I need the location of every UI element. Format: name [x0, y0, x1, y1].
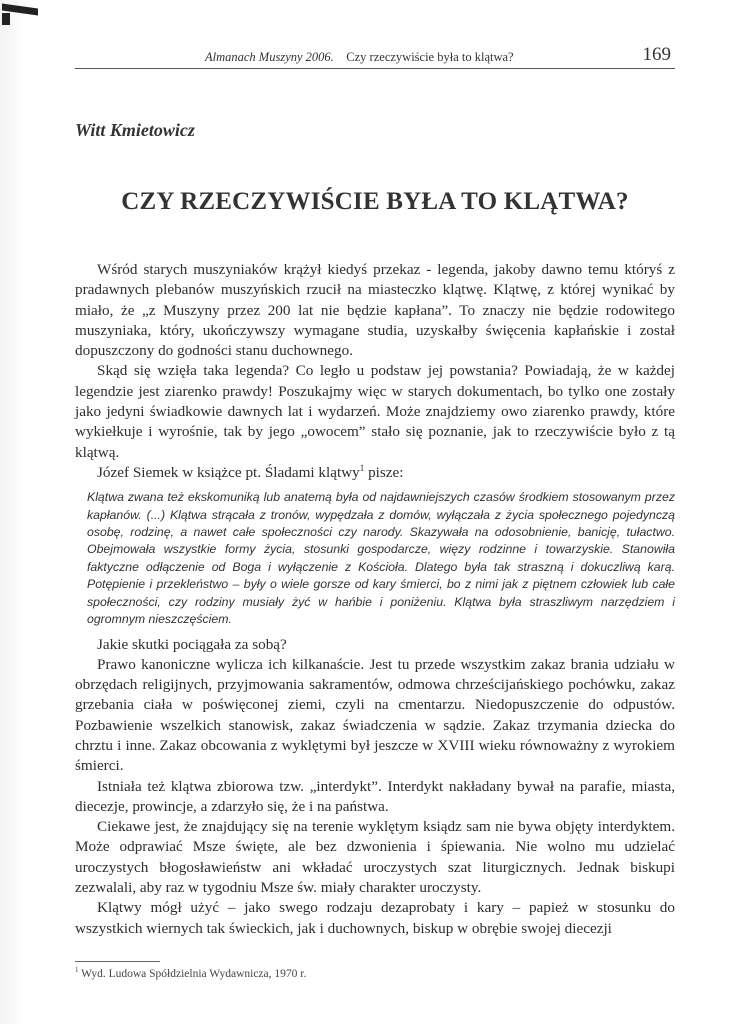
paragraph-text: pisze:	[364, 463, 404, 481]
page-number: 169	[642, 44, 671, 65]
scan-page-edge	[0, 0, 26, 1024]
article-body	[75, 260, 675, 939]
footnote-marker: 1	[75, 966, 79, 974]
paragraph: Skąd się wzięła taka legenda? Co legło u podstaw jej powstania? Powiadają, że w każdej legendzie jest ziarenko prawdy! Poszukajmy więc w starych dokumentach, bo tylko one zostały jako jedyni świadkowie dawnych lat i wydarzeń. Może znajdziemy owo ziarenko prawdy, które wykiełkuje i wyrośnie, tak by jego „owocem” stało się poznanie, jak to rzeczywiście było z tą klątwą.	[75, 362, 675, 461]
block-quote: Klątwa zwana też ekskomuniką lub anatemą była od najdawniejszych czasów środkiem stosowanym przez kapłanów. (...) Klątwa strącała z tronów, wypędzała z domów, wyłączała z życia społecznego pojedynczą osobę, rodzinę, a nawet całe społeczności czy narody. Skazywała na odosobnienie, banicję, tułactwo. Obejmowała wszystkie formy życia, stosunki gospodarcze, więzy rodzinne i towarzyskie. Stanowiła faktyczne odłączenie od Boga i wyłączenie z Kościoła. Dlatego była tak straszną i dokuczliwą karą. Potępienie i przekleństwo – były o wiele gorsze od kary śmierci, bo z nimi jak z piętnem człowiek lub całe społeczności, czy rodziny musiały żyć w hańbie i poniżeniu. Klątwa była straszliwym narzędziem i ogromnym nieszczęściem.	[87, 490, 675, 627]
running-title: Czy rzeczywiście była to klątwa?	[346, 50, 514, 64]
scan-corner-mark-tail	[2, 13, 10, 25]
running-header	[75, 44, 675, 69]
footnote-text: Wyd. Ludowa Spółdzielnia Wydawnicza, 1970 r.	[78, 967, 307, 980]
paragraph: Klątwy mógł użyć – jako swego rodzaju dezaprobaty i kary – papież w stosunku do wszystkich wiernych tak świeckich, jak i duchownych, biskup w obrębie swojej diecezji	[75, 899, 675, 937]
paragraph-text: Józef Siemek w książce pt. Śladami klątwy	[97, 463, 360, 481]
article-title: CZY RZECZYWIŚCIE BYŁA TO KLĄTWA?	[121, 188, 629, 215]
journal-name: Almanach Muszyny 2006.	[205, 50, 334, 64]
footnote-divider	[75, 961, 160, 962]
footnote	[75, 966, 306, 980]
running-head-text	[205, 50, 514, 65]
footnote-reference: 1	[359, 462, 365, 473]
paragraph: Istniała też klątwa zbiorowa tzw. „interdykt”. Interdykt nakładany bywał na parafie, miasta, diecezje, prowincje, a zdarzyło się, że i na państwa.	[75, 777, 675, 815]
paragraph: Prawo kanoniczne wylicza ich kilkanaście. Jest tu przede wszystkim zakaz brania udziału w obrzędach religijnych, przyjmowania sakramentów, odmowa chrześcijańskiego pochówku, zakaz grzebania ciała w poświęconej ziemi, czyli na cmentarzu. Niedopuszczenie do odpustów. Pozbawienie wszelkich stanowisk, zakaz świadczenia w sądzie. Zakaz trzymania dziecka do chrztu i inne. Zakaz obcowania z wyklętymi był jeszcze w XVIII wieku równoważny z wyrokiem śmierci.	[75, 655, 675, 775]
paragraph: Wśród starych muszyniaków krążył kiedyś przekaz - legenda, jakoby dawno temu któryś z pradawnych plebanów muszyńskich rzucił na miasteczko klątwę. Klątwę, z której wynikać by miało, że „z Muszyny przez 200 lat nie będzie kapłana”. To znaczy nie będzie rodowitego muszyniaka, który, ukończywszy wymagane studia, uzyskałby święcenia kapłańskie i został dopuszczony do godności stanu duchownego.	[75, 261, 675, 360]
article-author: Witt Kmietowicz	[75, 120, 195, 140]
paragraph-with-footnote	[75, 463, 675, 483]
paragraph: Ciekawe jest, że znajdujący się na terenie wyklętym ksiądz sam nie bywa objęty interdyktem. Może odprawiać Msze święte, ale bez dzwonienia i śpiewania. Nie wolno mu udzielać uroczystych błogosławieństw ani wkładać uroczystych szat liturgicznych. Jednak biskupi zezwalali, aby raz w tygodniu Msze św. miały charakter uroczysty.	[75, 818, 675, 897]
paragraph: Jakie skutki pociągała za sobą?	[97, 635, 287, 653]
